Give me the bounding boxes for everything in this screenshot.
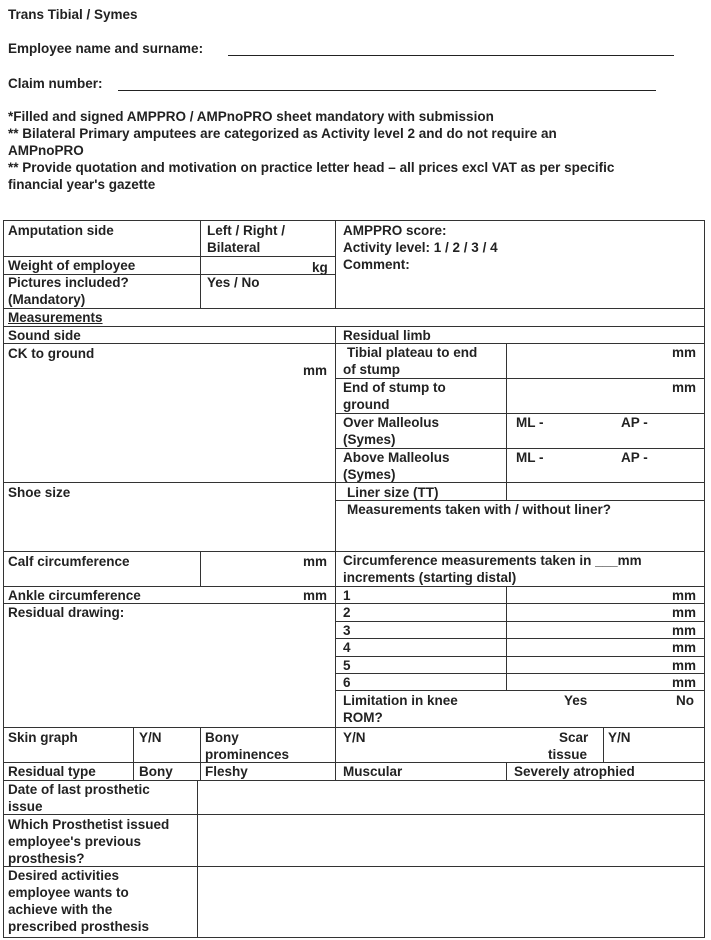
mm-unit: mm — [303, 588, 328, 603]
over-malleolus-label: Over Malleolus — [343, 415, 440, 430]
row-divider — [3, 727, 705, 728]
row-divider — [335, 621, 705, 622]
skin-graph-yn[interactable]: Y/N — [139, 730, 162, 745]
note-line: ** Bilateral Primary amputees are categorized as Activity level 2 and do not require an — [8, 126, 557, 141]
pictures-label: (Mandatory) — [8, 292, 86, 307]
row-divider — [3, 814, 705, 815]
side-options[interactable]: Left / Right / — [207, 223, 285, 238]
tibial-plateau-label: of stump — [343, 362, 400, 377]
row-divider — [335, 656, 705, 657]
note-line: financial year's gazette — [8, 177, 156, 192]
previous-prosthetist-label: employee's previous — [8, 834, 142, 849]
previous-prosthetist-label: prosthesis? — [8, 851, 85, 866]
liner-question[interactable]: Measurements taken with / without liner? — [347, 502, 612, 517]
ap-label: AP - — [621, 415, 648, 430]
residual-type-bony[interactable]: Bony — [139, 764, 173, 779]
column-divider — [506, 343, 507, 500]
circumference-increments-label: increments (starting distal) — [343, 570, 517, 585]
side-options[interactable]: Bilateral — [207, 240, 261, 255]
ankle-circumference-label: Ankle circumference — [8, 588, 141, 603]
measurements-heading: Measurements — [8, 310, 103, 325]
column-divider — [200, 551, 201, 586]
row-divider — [335, 673, 705, 674]
column-divider — [335, 220, 336, 308]
mm-unit: mm — [672, 640, 697, 655]
mm-unit: mm — [672, 588, 697, 603]
liner-size-label: Liner size (TT) — [347, 485, 439, 500]
scar-tissue-yn[interactable]: Y/N — [608, 730, 631, 745]
increment-number: 4 — [343, 640, 351, 655]
residual-type-fleshy[interactable]: Fleshy — [205, 764, 248, 779]
mm-unit: mm — [672, 345, 697, 360]
weight-label: Weight of employee — [8, 258, 136, 273]
row-divider — [335, 638, 705, 639]
mm-unit: mm — [672, 623, 697, 638]
mm-unit: mm — [672, 605, 697, 620]
column-divider — [133, 727, 134, 780]
weight-unit: kg — [312, 260, 328, 275]
row-divider — [335, 690, 705, 691]
amppro-score-label: AMPPRO score: — [343, 223, 447, 238]
skin-graph-label: Skin graph — [8, 730, 78, 745]
ml-label: ML - — [516, 415, 544, 430]
row-divider — [335, 603, 705, 604]
employee-name-label: Employee name and surname: — [8, 41, 204, 56]
activity-level-label[interactable]: Activity level: 1 / 2 / 3 / 4 — [343, 240, 498, 255]
over-malleolus-label: (Symes) — [343, 432, 396, 447]
increment-number: 2 — [343, 605, 351, 620]
end-of-stump-label: ground — [343, 397, 390, 412]
column-divider — [197, 780, 198, 938]
knee-rom-yes[interactable]: Yes — [564, 693, 588, 708]
increment-number: 3 — [343, 623, 351, 638]
mm-unit: mm — [303, 554, 328, 569]
ap-label: AP - — [621, 450, 648, 465]
column-divider — [200, 220, 201, 308]
end-of-stump-label: End of stump to — [343, 380, 446, 395]
increment-number: 5 — [343, 658, 351, 673]
mm-unit: mm — [672, 380, 697, 395]
above-malleolus-label: (Symes) — [343, 467, 396, 482]
claim-number-label: Claim number: — [8, 76, 103, 91]
residual-limb-heading: Residual limb — [343, 328, 431, 343]
note-line: AMPnoPRO — [8, 143, 84, 158]
mm-unit: mm — [672, 675, 697, 690]
previous-prosthetist-label: Which Prosthetist issued — [8, 817, 170, 832]
note-line: ** Provide quotation and motivation on practice letter head – all prices excl VAT as per specific — [8, 160, 615, 175]
knee-rom-label: Limitation in knee — [343, 693, 458, 708]
form-title: Trans Tibial / Symes — [8, 7, 138, 22]
column-divider — [506, 762, 507, 780]
residual-type-muscular[interactable]: Muscular — [343, 764, 403, 779]
above-malleolus-label: Above Malleolus — [343, 450, 450, 465]
calf-circumference-label: Calf circumference — [8, 554, 130, 569]
desired-activities-label: Desired activities — [8, 868, 120, 883]
knee-rom-no[interactable]: No — [676, 693, 694, 708]
desired-activities-label: achieve with the — [8, 902, 113, 917]
sound-side-heading: Sound side — [8, 328, 81, 343]
knee-rom-label: ROM? — [343, 710, 383, 725]
residual-type-atrophied[interactable]: Severely atrophied — [514, 764, 635, 779]
increment-number: 1 — [343, 588, 351, 603]
row-divider — [3, 308, 705, 309]
column-divider — [200, 727, 201, 780]
bony-prominences-label: Bony — [205, 730, 239, 745]
bony-prominences-yn[interactable]: Y/N — [343, 730, 366, 745]
scar-tissue-label: tissue — [548, 747, 588, 762]
residual-type-label: Residual type — [8, 764, 96, 779]
last-issue-date-label: Date of last prosthetic — [8, 782, 150, 797]
mm-unit: mm — [672, 658, 697, 673]
column-divider — [335, 326, 336, 780]
comment-label: Comment: — [343, 257, 410, 272]
ck-to-ground-label: CK to ground — [8, 346, 95, 361]
shoe-size-label: Shoe size — [8, 485, 71, 500]
claim-number-field[interactable] — [118, 90, 656, 91]
last-issue-date-label: issue — [8, 799, 43, 814]
scar-tissue-label: Scar — [559, 730, 589, 745]
circumference-increments-label: Circumference measurements taken in ___mm — [343, 553, 642, 568]
note-line: *Filled and signed AMPPRO / AMPnoPRO sheet mandatory with submission — [8, 109, 494, 124]
ml-label: ML - — [516, 450, 544, 465]
amputation-side-label: Amputation side — [8, 223, 114, 238]
pictures-label: Pictures included? — [8, 275, 129, 290]
pictures-yes-no[interactable]: Yes / No — [207, 275, 260, 290]
residual-drawing-label: Residual drawing: — [8, 605, 125, 620]
mm-unit: mm — [303, 363, 328, 378]
column-divider — [603, 727, 604, 762]
desired-activities-label: prescribed prosthesis — [8, 919, 150, 934]
desired-activities-label: employee wants to — [8, 885, 129, 900]
increment-number: 6 — [343, 675, 351, 690]
tibial-plateau-label: Tibial plateau to end — [347, 345, 478, 360]
bony-prominences-label: prominences — [205, 747, 290, 762]
employee-name-field[interactable] — [228, 55, 674, 56]
column-divider — [506, 586, 507, 690]
